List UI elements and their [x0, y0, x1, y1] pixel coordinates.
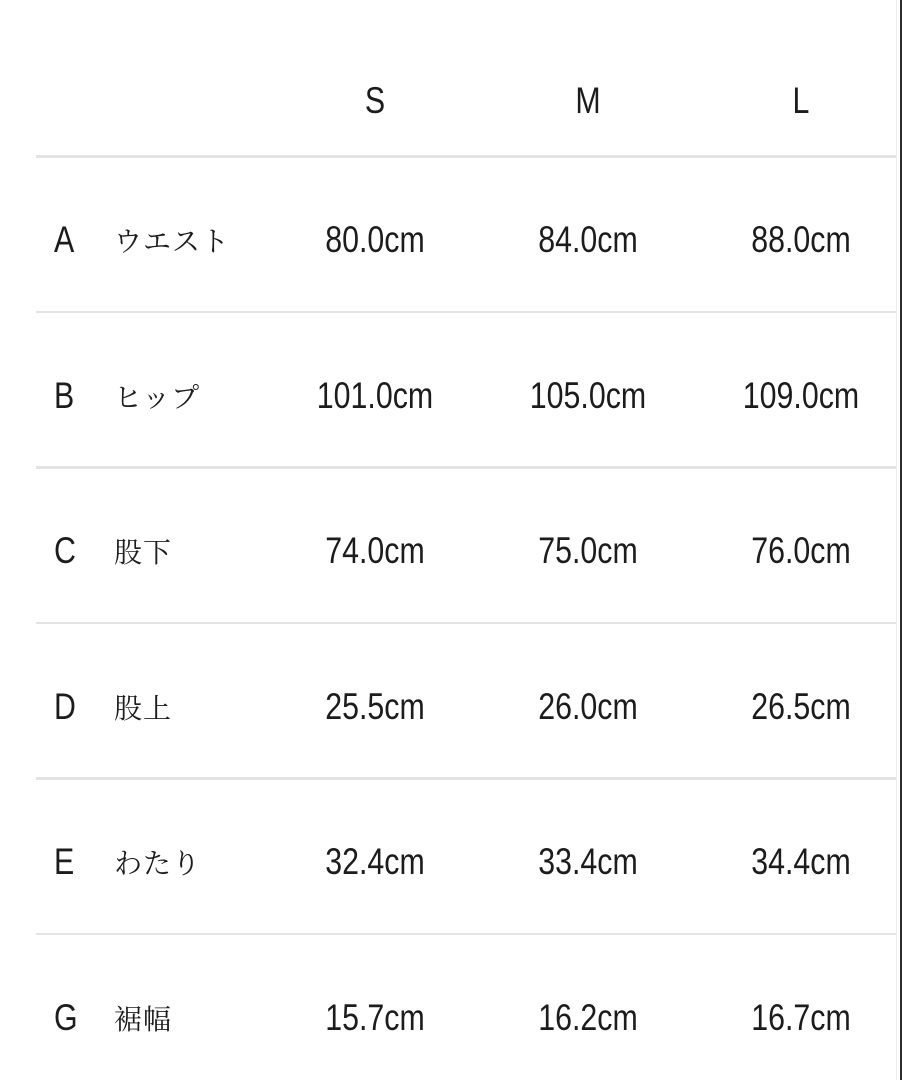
right-track-line: [896, 0, 897, 1080]
size-header-s: S: [364, 80, 386, 121]
measure-letter: E: [54, 841, 75, 882]
table-row-rise: [0, 622, 902, 778]
table-row-thigh: [0, 777, 902, 933]
size-header-row: [0, 0, 902, 155]
measure-letter: G: [54, 996, 78, 1038]
measure-letter: A: [54, 219, 75, 260]
size-header-m: M: [575, 80, 601, 121]
measure-label: 裾幅: [114, 1003, 173, 1035]
measure-label: わたり: [114, 848, 202, 879]
table-row-waist: [0, 155, 902, 311]
size-value-l: 26.5cm: [751, 685, 851, 727]
size-value-s: 15.7cm: [325, 996, 425, 1038]
size-value-m: 16.2cm: [538, 996, 638, 1038]
size-value-l: 76.0cm: [751, 530, 851, 571]
table-row-inseam: [0, 466, 902, 622]
measure-label: ヒップ: [114, 381, 201, 413]
size-value-s: 32.4cm: [325, 841, 425, 882]
size-value-m: 26.0cm: [538, 685, 638, 727]
measure-label: 股下: [114, 537, 173, 568]
size-value-l: 16.7cm: [751, 996, 851, 1038]
size-value-m: 84.0cm: [538, 219, 638, 260]
size-value-m: 75.0cm: [538, 530, 638, 571]
size-value-l: 109.0cm: [742, 374, 860, 416]
size-value-s: 25.5cm: [325, 685, 425, 727]
table-row-hip: [0, 311, 902, 467]
measure-label: ウエスト: [114, 226, 231, 257]
measure-letter: C: [54, 530, 76, 571]
size-value-m: 105.0cm: [529, 374, 647, 416]
size-value-s: 101.0cm: [316, 374, 434, 416]
size-value-l: 88.0cm: [751, 219, 851, 260]
size-header-l: L: [792, 80, 810, 121]
measure-letter: B: [54, 374, 75, 416]
measure-letter: D: [54, 685, 76, 727]
size-value-s: 80.0cm: [325, 219, 425, 260]
table-row-hem-width: [0, 933, 902, 1080]
size-value-l: 34.4cm: [751, 841, 851, 882]
size-value-m: 33.4cm: [538, 841, 638, 882]
size-value-s: 74.0cm: [325, 530, 425, 571]
measure-label: 股上: [114, 692, 173, 724]
